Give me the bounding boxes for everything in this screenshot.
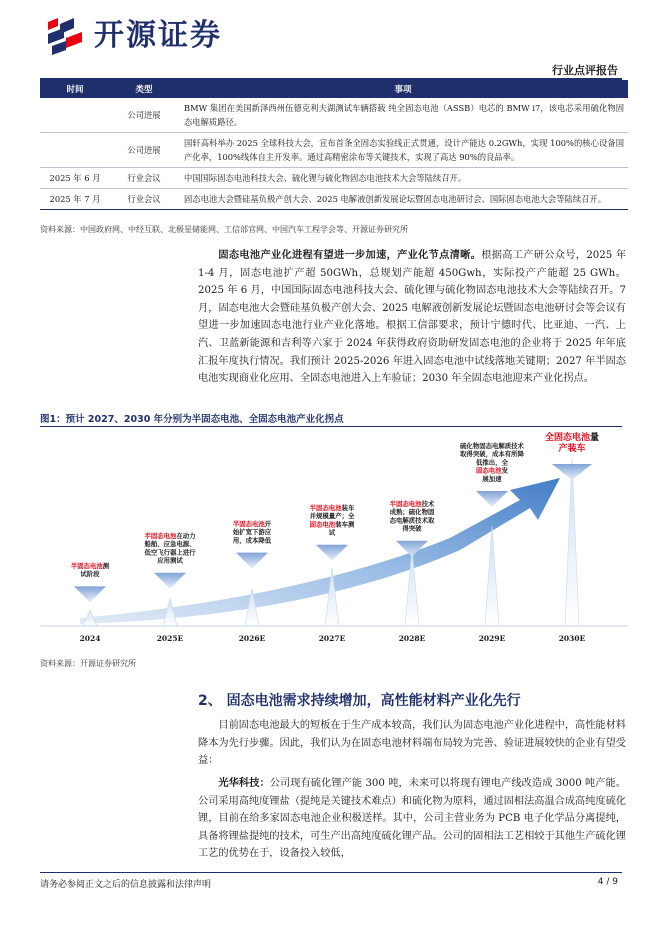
annotation-text: 展加速	[482, 474, 502, 483]
annotation-line	[310, 511, 355, 520]
brand-logo	[44, 14, 254, 58]
annotation-text: 低空飞行器上进行	[144, 548, 196, 557]
annotation-text: 装车	[341, 504, 355, 512]
annotation-text: 装车测	[335, 520, 355, 529]
events-table	[40, 80, 628, 210]
annotation-line	[476, 466, 509, 475]
annotation-highlight: 半固态电池	[70, 562, 103, 570]
annotation-text: 测	[102, 562, 110, 570]
annotation-text: 硫化物固态电解质技术	[460, 442, 524, 450]
figure-roadmap	[40, 428, 628, 652]
milestone-annotation	[310, 503, 355, 561]
annotation-line	[80, 569, 100, 578]
annotation-pointer	[154, 573, 186, 589]
annotation-line	[460, 441, 525, 450]
figure-divider	[40, 426, 622, 427]
roadmap-graphic	[40, 428, 628, 652]
table-cell-item: 中国国际固态电池科技大会、硫化锂与硫化物固态电池技术大会等陆续召开。	[178, 168, 628, 189]
annotation-text: 应用测试	[157, 556, 183, 565]
annotation-line	[482, 474, 502, 483]
year-label: 2028E	[398, 634, 426, 643]
annotation-pointer	[476, 491, 508, 507]
annotation-text: 试阶段	[80, 570, 100, 579]
table-cell-item: 国轩高科举办 2025 全球科技大会，宣布首条全固态实验线正式贯通，设计产能达 0.2GWh，实现 100%的核心设备国产化率，100%线体自主开发率。通过高精密涂布等关键技术，实现了高达 90%的良品率。	[178, 133, 628, 168]
milestone-spike	[485, 526, 499, 626]
annotation-text: 用，成本降低	[232, 536, 272, 545]
year-label: 2027E	[318, 634, 346, 643]
page-number: 4 / 9	[597, 877, 618, 887]
milestone-spike	[565, 458, 579, 626]
annotation-text: 态电解质技术取	[389, 516, 435, 525]
annotation-highlight: 半固态电池	[232, 520, 265, 528]
report-type: 行业点评报告	[552, 64, 618, 77]
annotation-text: 取得突破，成本有所降	[460, 450, 524, 459]
paragraph-section2: 目前固态电池最大的短板在于生产成本较高，我们认为固态电池产业化进程中，高性能材料降本为先行步骤。因此，我们认为在固态电池材料端布局较为完善、验证进展较快的企业有望受益：	[198, 720, 626, 767]
company-name: 光华科技：	[218, 777, 270, 789]
table-cell-time	[40, 98, 110, 133]
table-header-type: 类型	[110, 80, 178, 98]
paragraph-lead: 固态电池产业化进程有望进一步加速，产业化节点清晰。	[218, 249, 482, 261]
table-cell-time	[40, 133, 110, 168]
annotation-line	[144, 547, 196, 556]
annotation-pointer	[236, 553, 268, 569]
table-header-item: 事项	[178, 80, 628, 98]
table-source: 资料来源：中国政府网、中经互联、北极星储能网、工信部官网、中国汽车工程学会等、开源证券研究所	[40, 225, 408, 234]
year-label: 2029E	[478, 634, 506, 643]
annotation-highlight: 产装车	[558, 444, 586, 454]
annotation-text: 发	[501, 466, 508, 475]
table-cell-type: 公司进展	[110, 133, 178, 168]
paragraph-company	[198, 775, 626, 863]
year-label: 2024	[79, 634, 101, 643]
milestone-annotation	[143, 531, 196, 589]
annotation-line	[233, 527, 272, 536]
figure-title: 图1：预计 2027、2030 年分别为半固态电池、全固态电池产业化拐点	[40, 414, 344, 425]
annotation-line	[71, 561, 110, 570]
annotation-line	[390, 515, 435, 524]
annotation-line	[545, 431, 599, 443]
annotation-text: 开	[264, 520, 272, 528]
annotation-line	[310, 519, 355, 528]
footer-divider	[40, 872, 622, 873]
footer-disclaimer: 请务必参阅正文之后的信息披露和法律声明	[40, 880, 212, 890]
annotation-text: 成熟；硫化物固	[389, 508, 435, 517]
annotation-line	[310, 503, 355, 512]
table-cell-type: 公司进展	[110, 98, 178, 133]
annotation-line	[390, 507, 435, 516]
table-cell-type: 行业会议	[110, 168, 178, 189]
annotation-line	[233, 535, 272, 545]
annotation-text: 得突破	[402, 524, 422, 533]
table-cell-time: 2025 年 7 月	[40, 189, 110, 210]
year-label: 2026E	[238, 634, 266, 643]
table-row	[40, 133, 628, 168]
table-header-row	[40, 80, 628, 98]
annotation-text: 量	[590, 433, 600, 443]
year-label: 2025E	[156, 634, 184, 643]
annotation-highlight: 全固态电池	[544, 433, 590, 443]
paragraph-body: 根据高工产研公众号，2025 年 1-4 月，固态电池扩产超 50GWh，总规划产能超 450Gwh，实际投产产能超 25 GWh。2025 年 6 月，中国国际固态电池科技大会、硫化锂与硫化物固态电池技术大会等陆续召开。7 月，固态电池大会暨硅基负极产创大会、2025 电解液创新发展论坛暨固态电池研讨会等会议有望进一步加速固态电池行业产业化落地。根据工信部要求，预计宁德时代、比亚迪、一汽、上汽、卫蓝新能源和吉利等六家于 2024 年获得政府资助研发固态电池的企业将于 2025 年年底汇报年度执行情况。我们预计 2025-2026 年进入固态电池中试线落地关键期；2027 年半固态电池实现商业化应用、全固态电池进入上车验证；2030 年全固态电池迎来产业化拐点。	[198, 250, 627, 385]
table-cell-time: 2025 年 6 月	[40, 168, 110, 189]
paragraph-industry-progress	[198, 247, 626, 388]
annotation-text: 始扩宽下游应	[232, 528, 272, 537]
table-row	[40, 189, 628, 210]
figure-source: 资料来源：开源证券研究所	[40, 659, 136, 668]
milestone-annotation	[233, 519, 272, 569]
annotation-pointer	[316, 545, 348, 561]
annotation-pointer	[552, 464, 592, 480]
brand-name: 开源证券	[94, 18, 222, 53]
annotation-line	[157, 556, 183, 565]
annotation-highlight: 半固态电池	[389, 500, 422, 508]
annotation-line	[402, 524, 422, 533]
table-cell-item: BMW 集团在美国新泽西州伍德克利夫湖测试车辆搭载 纯全固态电池（ASSB）电芯的 BMW i7，该电芯采用硫化物固态电解质路径。	[178, 98, 628, 133]
annotation-text: 技术	[421, 500, 435, 508]
annotation-line	[233, 519, 272, 528]
table-row	[40, 168, 628, 189]
milestone-annotation	[545, 431, 599, 480]
annotation-text: 在动力	[176, 532, 196, 540]
annotation-highlight: 固态电池	[476, 466, 502, 475]
table-header-time: 时间	[40, 80, 110, 98]
annotation-text: 船舶、应急电源、	[144, 540, 196, 549]
logo-mark-icon	[44, 16, 86, 56]
milestone-annotation	[460, 441, 525, 507]
annotation-text: 试	[328, 528, 336, 537]
annotation-pointer	[74, 586, 106, 602]
annotation-line	[143, 539, 195, 548]
company-description: 公司现有硫化锂产能 300 吨，未来可以将现有锂电产线改造成 3000 吨产能。公司采用高纯度锂盐（提纯是关键技术难点）和硫化物为原料，通过固相法高温合成高纯度硫化锂，目前在给多家固态电池企业积极送样。其中，公司主营业务为 PCB 电子化学品分离提纯，具备将锂盐提纯的技术，可生产出高纯度硫化锂产品。公司的固相法工艺相较于其他生产硫化锂工艺的优势在于，设备投入较低，	[198, 778, 627, 860]
annotation-highlight: 半固态电池	[144, 532, 177, 540]
annotation-line	[144, 531, 195, 540]
milestone-annotation	[71, 561, 110, 602]
table-cell-item: 固态电池大会暨硅基负极产创大会、2025 电解液创新发展论坛暨固态电池研讨会、国际固态电池大会等陆续召开。	[178, 189, 628, 210]
annotation-highlight: 固态电池	[309, 520, 336, 529]
table-cell-type: 行业会议	[110, 189, 178, 210]
annotation-line	[558, 442, 585, 454]
annotation-line	[329, 528, 336, 537]
section-title: 2、 固态电池需求持续增加，高性能材料产业化先行	[198, 693, 521, 709]
table-row	[40, 98, 628, 133]
year-label: 2030E	[558, 634, 586, 643]
annotation-line	[390, 499, 435, 508]
annotation-highlight: 半固态电池	[309, 504, 342, 512]
annotation-text: 低推出，全	[476, 458, 508, 467]
annotation-text: 并规模量产；全	[309, 512, 355, 521]
